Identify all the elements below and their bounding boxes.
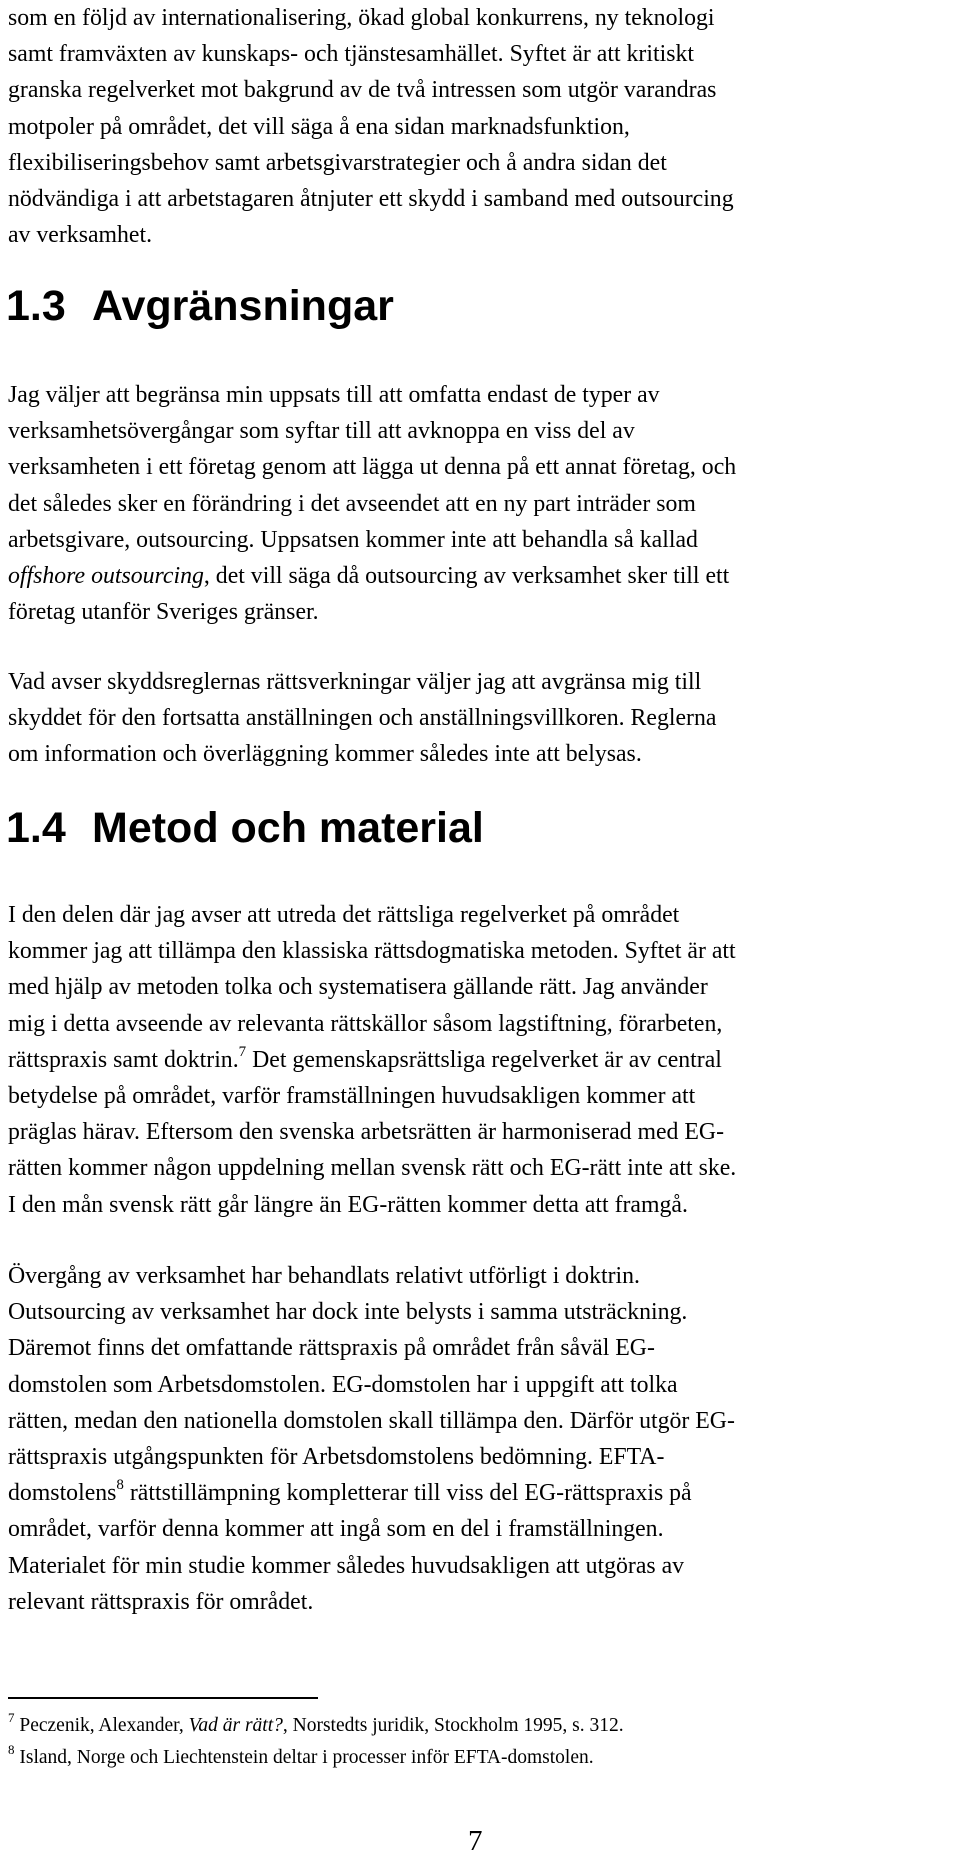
- section-1-3-paragraph-1: [8, 377, 953, 630]
- footnote-7: [8, 1710, 948, 1739]
- text-line: nödvändiga i att arbetstagaren åtnjuter ett skydd i samband med outsourcing: [8, 186, 734, 213]
- section-heading-1-3: [6, 280, 394, 332]
- text-line: Materialet för min studie kommer således huvudsakligen att utgöras av: [8, 1552, 685, 1579]
- text-line: med hjälp av metoden tolka och systematisera gällande rätt. Jag använder: [8, 974, 708, 1001]
- text-line: som en följd av internationalisering, ökad global konkurrens, ny teknologi: [8, 5, 715, 31]
- text-line: rättstillämpning kompletterar till viss del EG-rättspraxis på: [123, 1480, 692, 1507]
- text-line: arbetsgivare, outsourcing. Uppsatsen kommer inte att behandla så kallad: [8, 526, 698, 553]
- section-heading-1-4: [6, 802, 484, 854]
- section-number: 1.3: [6, 282, 66, 330]
- text-line: Däremot finns det omfattande rättspraxis på området från såväl EG-: [8, 1335, 655, 1362]
- text-line: om information och överläggning kommer således inte att belysas.: [8, 741, 642, 768]
- text-line: betydelse på området, varför framställningen huvudsakligen kommer att: [8, 1083, 696, 1110]
- text-line: företag utanför Sveriges gränser.: [8, 599, 319, 626]
- footnote-italic-title: Vad är rätt?: [188, 1715, 283, 1736]
- section-number: 1.4: [6, 804, 66, 852]
- section-1-4-paragraph-2: [8, 1258, 953, 1620]
- text-line: rätten, medan den nationella domstolen skall tillämpa den. Därför utgör EG-: [8, 1407, 735, 1434]
- text-line: det således sker en förändring i det avseendet att en ny part inträder som: [8, 490, 696, 517]
- text-line: av verksamhet.: [8, 222, 153, 249]
- footnote-separator: [8, 1697, 318, 1699]
- section-title: Metod och material: [92, 804, 484, 852]
- footnote-8: [8, 1742, 948, 1771]
- text-line: rättspraxis samt doktrin.: [8, 1046, 239, 1073]
- footnote-text: Island, Norge och Liechtenstein deltar i processer inför EFTA-domstolen.: [14, 1747, 594, 1768]
- text-line: Det gemenskapsrättsliga regelverket är av central: [246, 1046, 722, 1073]
- page-number: 7: [468, 1825, 483, 1857]
- intro-paragraph: [8, 0, 953, 253]
- text-line: präglas härav. Eftersom den svenska arbetsrätten är harmoniserad med EG-: [8, 1119, 725, 1146]
- text-line: kommer jag att tillämpa den klassiska rättsdogmatiska metoden. Syftet är att: [8, 938, 736, 965]
- text-line: skyddet för den fortsatta anställningen och anställningsvillkoren. Reglerna: [8, 705, 717, 732]
- text-line: Jag väljer att begränsa min uppsats till att omfatta endast de typer av: [8, 382, 660, 408]
- text-line: domstolen som Arbetsdomstolen. EG-domstolen har i uppgift att tolka: [8, 1371, 678, 1398]
- italic-term: offshore outsourcing: [8, 563, 204, 590]
- section-1-3-paragraph-2: [8, 664, 953, 773]
- text-line: motpoler på området, det vill säga å ena sidan marknadsfunktion,: [8, 113, 630, 140]
- footnote-marker: 7: [8, 1710, 15, 1725]
- text-line: granska regelverket mot bakgrund av de två intressen som utgör varandras: [8, 77, 717, 104]
- footnote-reference-7[interactable]: 7: [238, 1043, 247, 1060]
- footnote-marker: 8: [8, 1742, 15, 1757]
- footnote-text: Peczenik, Alexander,: [14, 1715, 189, 1736]
- section-title: Avgränsningar: [92, 282, 394, 330]
- text-line: samt framväxten av kunskaps- och tjänstesamhället. Syftet är att kritiskt: [8, 41, 694, 68]
- text-line: verksamhetsövergångar som syftar till att avknoppa en viss del av: [8, 418, 635, 445]
- text-line: rätten kommer någon uppdelning mellan svensk rätt och EG-rätt inte att ske.: [8, 1155, 737, 1182]
- text-line: Övergång av verksamhet har behandlats relativt utförligt i doktrin.: [8, 1263, 640, 1289]
- text-line: Vad avser skyddsreglernas rättsverkningar väljer jag att avgränsa mig till: [8, 669, 702, 695]
- text-line: I den mån svensk rätt går längre än EG-rätten kommer detta att framgå.: [8, 1191, 688, 1218]
- text-line: domstolens: [8, 1480, 117, 1507]
- footnote-reference-8[interactable]: 8: [116, 1477, 124, 1494]
- text-line: relevant rättspraxis för området.: [8, 1588, 314, 1615]
- text-line: Outsourcing av verksamhet har dock inte belysts i samma utsträckning.: [8, 1299, 688, 1326]
- text-line: rättspraxis utgångspunkten för Arbetsdomstolens bedömning. EFTA-: [8, 1444, 665, 1471]
- text-line: I den delen där jag avser att utreda det rättsliga regelverket på området: [8, 902, 680, 928]
- text-line: området, varför denna kommer att ingå som en del i framställningen.: [8, 1516, 664, 1543]
- text-line: , det vill säga då outsourcing av verksamhet sker till ett: [203, 563, 730, 590]
- text-line: verksamheten i ett företag genom att lägga ut denna på ett annat företag, och: [8, 454, 737, 481]
- section-1-4-paragraph-1: [8, 897, 953, 1223]
- text-line: mig i detta avseende av relevanta rättskällor såsom lagstiftning, förarbeten,: [8, 1010, 723, 1037]
- footnote-text: , Norstedts juridik, Stockholm 1995, s. 312.: [282, 1715, 624, 1736]
- text-line: flexibiliseringsbehov samt arbetsgivarstrategier och å andra sidan det: [8, 149, 667, 176]
